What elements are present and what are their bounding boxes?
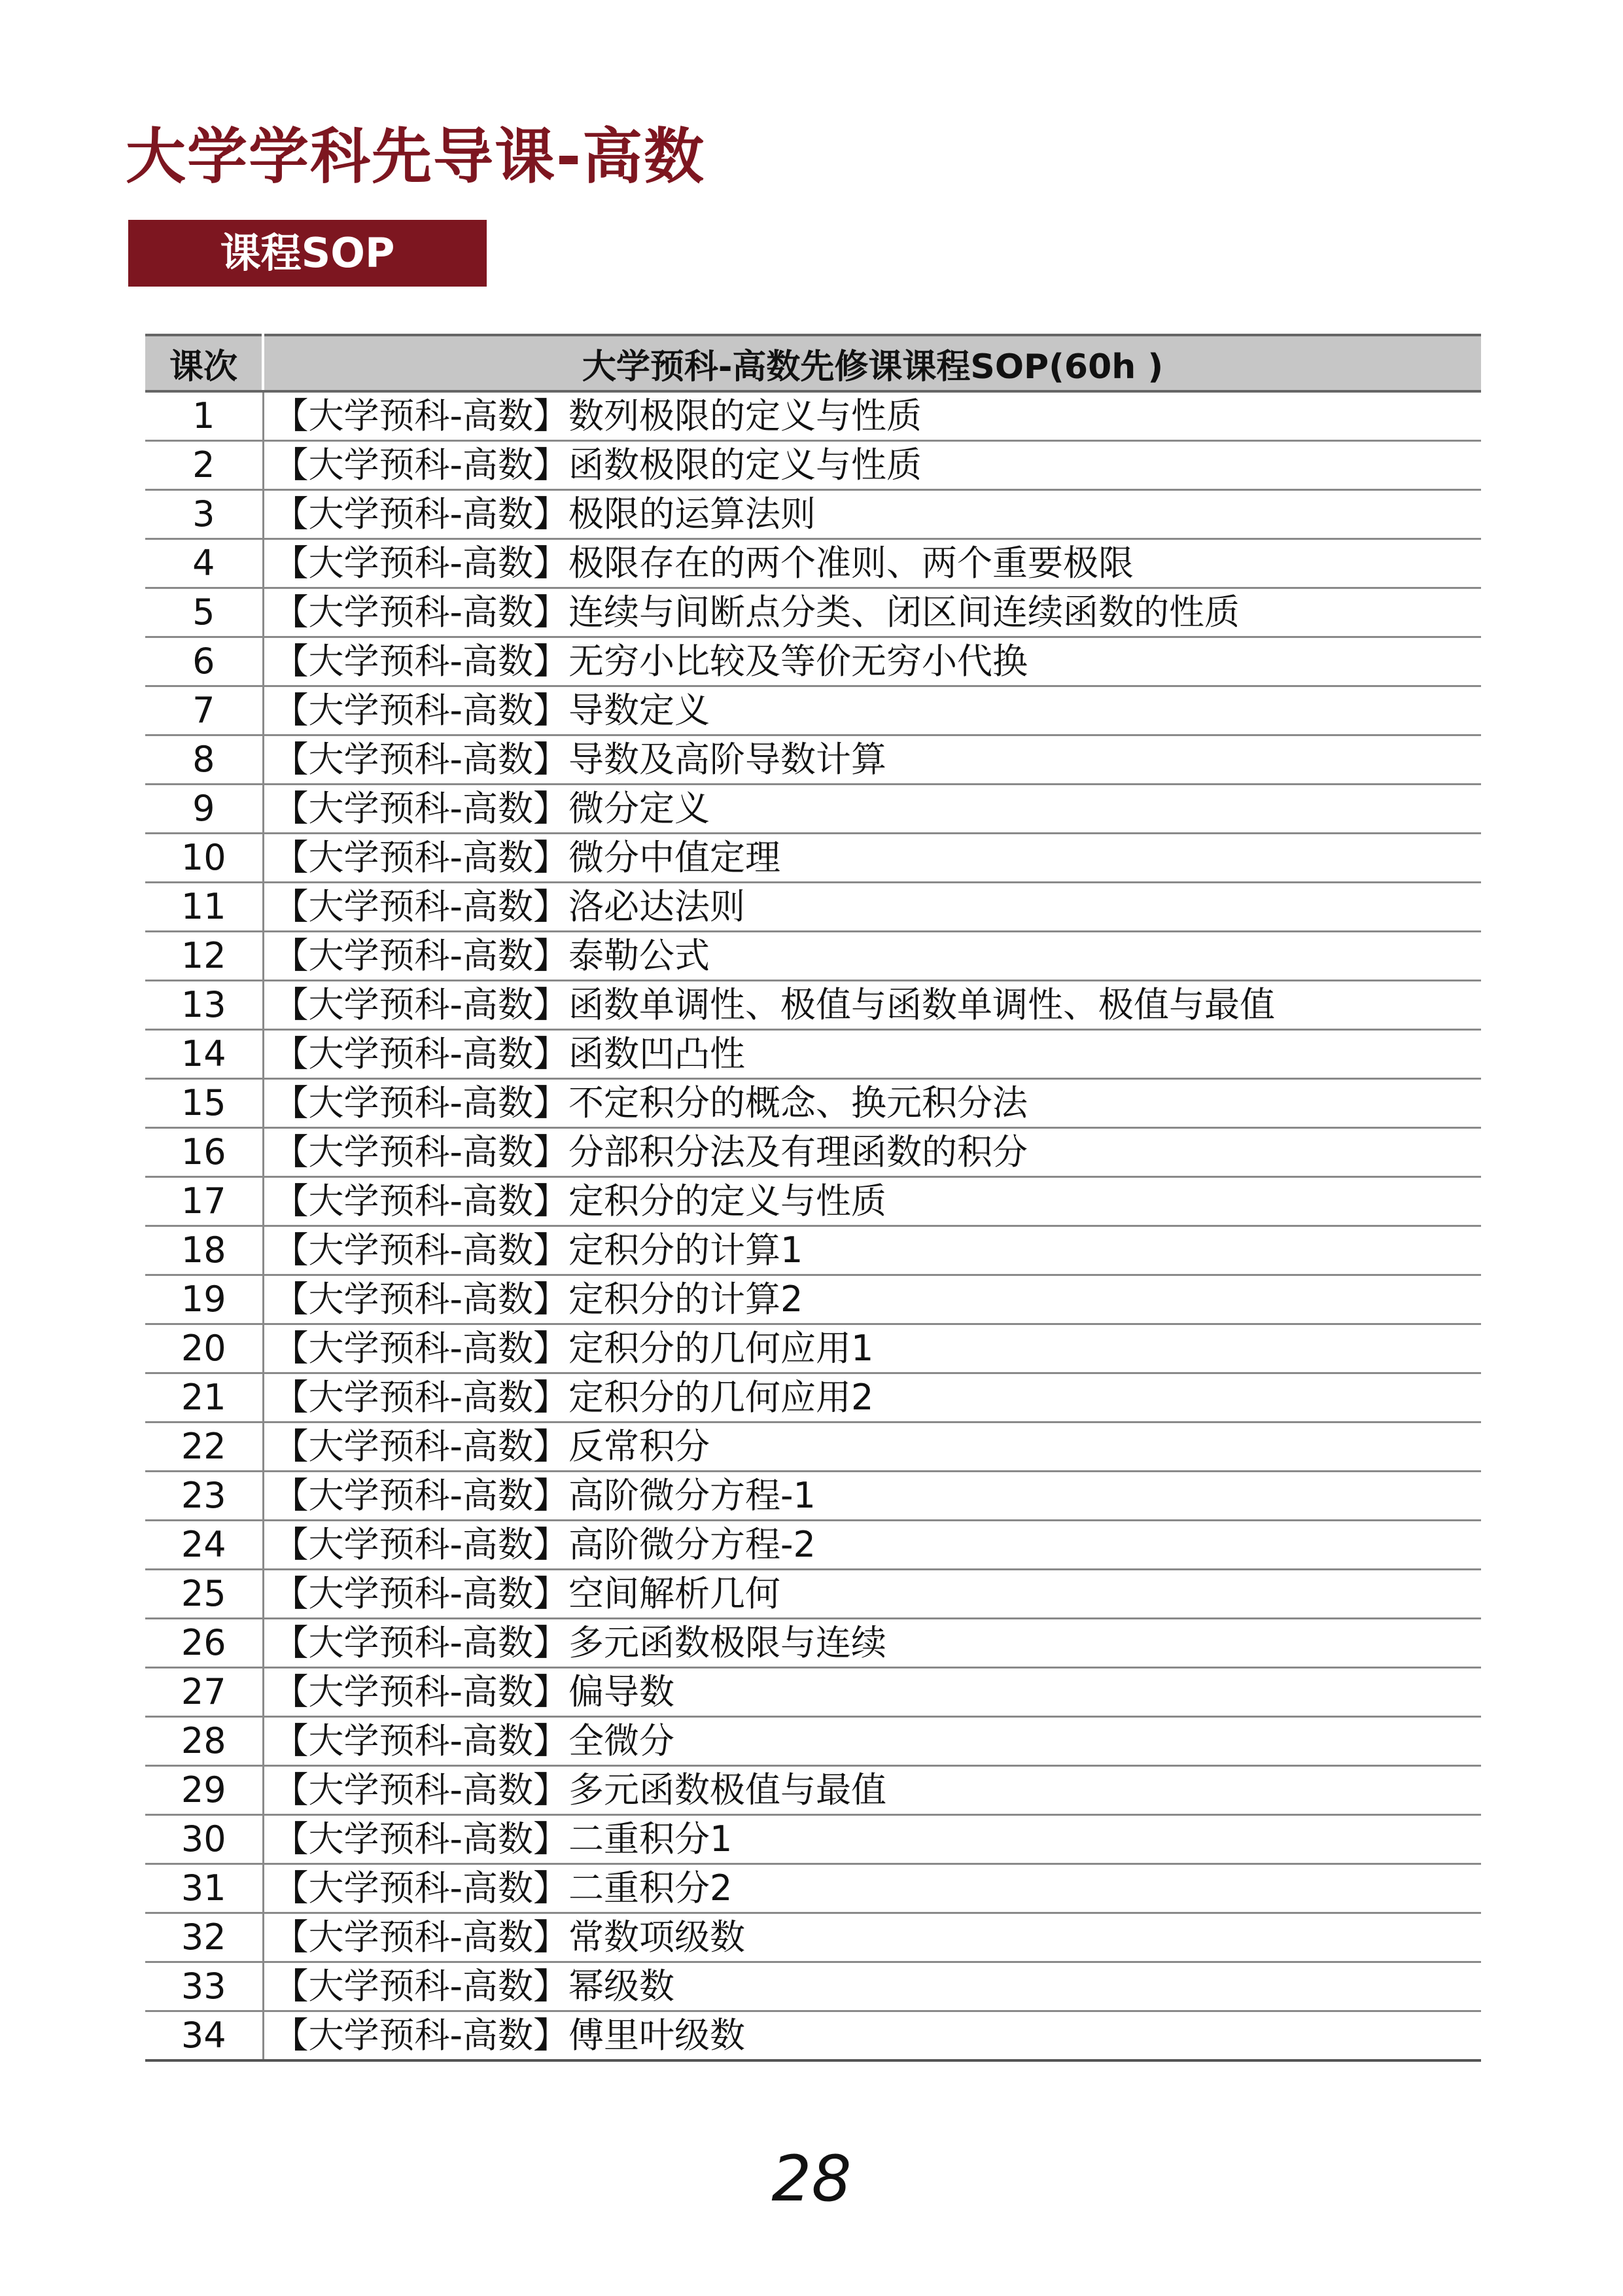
lesson-title: 【大学预科-高数】多元函数极值与最值 [263, 1766, 1481, 1815]
lesson-title: 【大学预科-高数】不定积分的概念、换元积分法 [263, 1079, 1481, 1128]
lesson-number: 26 [145, 1619, 263, 1668]
lesson-title: 【大学预科-高数】傅里叶级数 [263, 2011, 1481, 2061]
lesson-number: 4 [145, 539, 263, 588]
table-row [145, 1079, 1481, 1128]
lesson-title: 【大学预科-高数】多元函数极限与连续 [263, 1619, 1481, 1668]
lesson-title: 【大学预科-高数】微分定义 [263, 785, 1481, 834]
lesson-title: 【大学预科-高数】常数项级数 [263, 1913, 1481, 1962]
lesson-number: 5 [145, 588, 263, 637]
lesson-title: 【大学预科-高数】二重积分1 [263, 1815, 1481, 1864]
lesson-number: 1 [145, 391, 263, 441]
table-row [145, 785, 1481, 834]
table-row [145, 883, 1481, 932]
lesson-number: 15 [145, 1079, 263, 1128]
lesson-number: 7 [145, 686, 263, 735]
lesson-title: 【大学预科-高数】泰勒公式 [263, 932, 1481, 981]
lesson-title: 【大学预科-高数】导数及高阶导数计算 [263, 735, 1481, 785]
section-label: 课程SOP [128, 220, 487, 287]
table-row [145, 1472, 1481, 1521]
table-row [145, 441, 1481, 490]
lesson-title: 【大学预科-高数】高阶微分方程-2 [263, 1521, 1481, 1570]
table-row [145, 1864, 1481, 1913]
lesson-title: 【大学预科-高数】偏导数 [263, 1668, 1481, 1717]
lesson-title: 【大学预科-高数】导数定义 [263, 686, 1481, 735]
table-row [145, 686, 1481, 735]
lesson-title: 【大学预科-高数】定积分的几何应用2 [263, 1373, 1481, 1422]
page-title: 大学学科先导课-高数 [126, 122, 706, 192]
table-row [145, 1422, 1481, 1472]
lesson-title: 【大学预科-高数】二重积分2 [263, 1864, 1481, 1913]
table-row [145, 1177, 1481, 1226]
table-row [145, 588, 1481, 637]
table-row [145, 1815, 1481, 1864]
lesson-number: 18 [145, 1226, 263, 1275]
lesson-number: 3 [145, 490, 263, 539]
lesson-number: 14 [145, 1030, 263, 1079]
lesson-title: 【大学预科-高数】函数极限的定义与性质 [263, 441, 1481, 490]
lesson-title: 【大学预科-高数】定积分的计算1 [263, 1226, 1481, 1275]
table-row [145, 1521, 1481, 1570]
table-row [145, 1962, 1481, 2011]
lesson-number: 8 [145, 735, 263, 785]
lesson-title: 【大学预科-高数】无穷小比较及等价无穷小代换 [263, 637, 1481, 686]
table-row [145, 2011, 1481, 2061]
table-row [145, 1913, 1481, 1962]
lesson-title: 【大学预科-高数】高阶微分方程-1 [263, 1472, 1481, 1521]
table-row [145, 932, 1481, 981]
page-number: 28 [771, 2142, 852, 2216]
lesson-title: 【大学预科-高数】定积分的定义与性质 [263, 1177, 1481, 1226]
table-row [145, 735, 1481, 785]
lesson-title: 【大学预科-高数】极限存在的两个准则、两个重要极限 [263, 539, 1481, 588]
table-body [145, 391, 1481, 2060]
table-row [145, 1128, 1481, 1177]
lesson-number: 23 [145, 1472, 263, 1521]
table-row [145, 1275, 1481, 1324]
table-row [145, 1619, 1481, 1668]
lesson-number: 6 [145, 637, 263, 686]
lesson-number: 21 [145, 1373, 263, 1422]
lesson-title: 【大学预科-高数】空间解析几何 [263, 1570, 1481, 1619]
lesson-number: 34 [145, 2011, 263, 2061]
table-row [145, 391, 1481, 441]
table-row [145, 1030, 1481, 1079]
lesson-title: 【大学预科-高数】分部积分法及有理函数的积分 [263, 1128, 1481, 1177]
lesson-number: 11 [145, 883, 263, 932]
lesson-number: 22 [145, 1422, 263, 1472]
lesson-number: 9 [145, 785, 263, 834]
lesson-title: 【大学预科-高数】极限的运算法则 [263, 490, 1481, 539]
lesson-number: 2 [145, 441, 263, 490]
lesson-number: 25 [145, 1570, 263, 1619]
table-row [145, 1717, 1481, 1766]
lesson-number: 31 [145, 1864, 263, 1913]
table-row [145, 1373, 1481, 1422]
lesson-title: 【大学预科-高数】连续与间断点分类、闭区间连续函数的性质 [263, 588, 1481, 637]
table-row [145, 1766, 1481, 1815]
lesson-title: 【大学预科-高数】反常积分 [263, 1422, 1481, 1472]
lesson-number: 30 [145, 1815, 263, 1864]
lesson-title: 【大学预科-高数】定积分的几何应用1 [263, 1324, 1481, 1373]
lesson-number: 16 [145, 1128, 263, 1177]
course-sop-table [145, 334, 1481, 2062]
table-row [145, 834, 1481, 883]
lesson-title: 【大学预科-高数】幂级数 [263, 1962, 1481, 2011]
lesson-title: 【大学预科-高数】洛必达法则 [263, 883, 1481, 932]
table-row [145, 637, 1481, 686]
lesson-number: 10 [145, 834, 263, 883]
table-row [145, 1668, 1481, 1717]
table-row [145, 1226, 1481, 1275]
lesson-number: 17 [145, 1177, 263, 1226]
lesson-number: 12 [145, 932, 263, 981]
table-row [145, 1324, 1481, 1373]
lesson-title: 【大学预科-高数】微分中值定理 [263, 834, 1481, 883]
lesson-number: 28 [145, 1717, 263, 1766]
table-row [145, 539, 1481, 588]
column-header-course-title: 大学预科-高数先修课课程SOP(60h ) [263, 335, 1481, 391]
column-header-lesson-number: 课次 [145, 335, 263, 391]
lesson-number: 32 [145, 1913, 263, 1962]
lesson-number: 19 [145, 1275, 263, 1324]
lesson-title: 【大学预科-高数】函数凹凸性 [263, 1030, 1481, 1079]
lesson-title: 【大学预科-高数】全微分 [263, 1717, 1481, 1766]
table-header-row [145, 335, 1481, 391]
lesson-title: 【大学预科-高数】函数单调性、极值与函数单调性、极值与最值 [263, 981, 1481, 1030]
table-row [145, 1570, 1481, 1619]
lesson-number: 20 [145, 1324, 263, 1373]
lesson-title: 【大学预科-高数】定积分的计算2 [263, 1275, 1481, 1324]
lesson-number: 24 [145, 1521, 263, 1570]
lesson-number: 13 [145, 981, 263, 1030]
lesson-number: 33 [145, 1962, 263, 2011]
lesson-number: 29 [145, 1766, 263, 1815]
table-row [145, 981, 1481, 1030]
table-row [145, 490, 1481, 539]
lesson-number: 27 [145, 1668, 263, 1717]
lesson-title: 【大学预科-高数】数列极限的定义与性质 [263, 391, 1481, 441]
